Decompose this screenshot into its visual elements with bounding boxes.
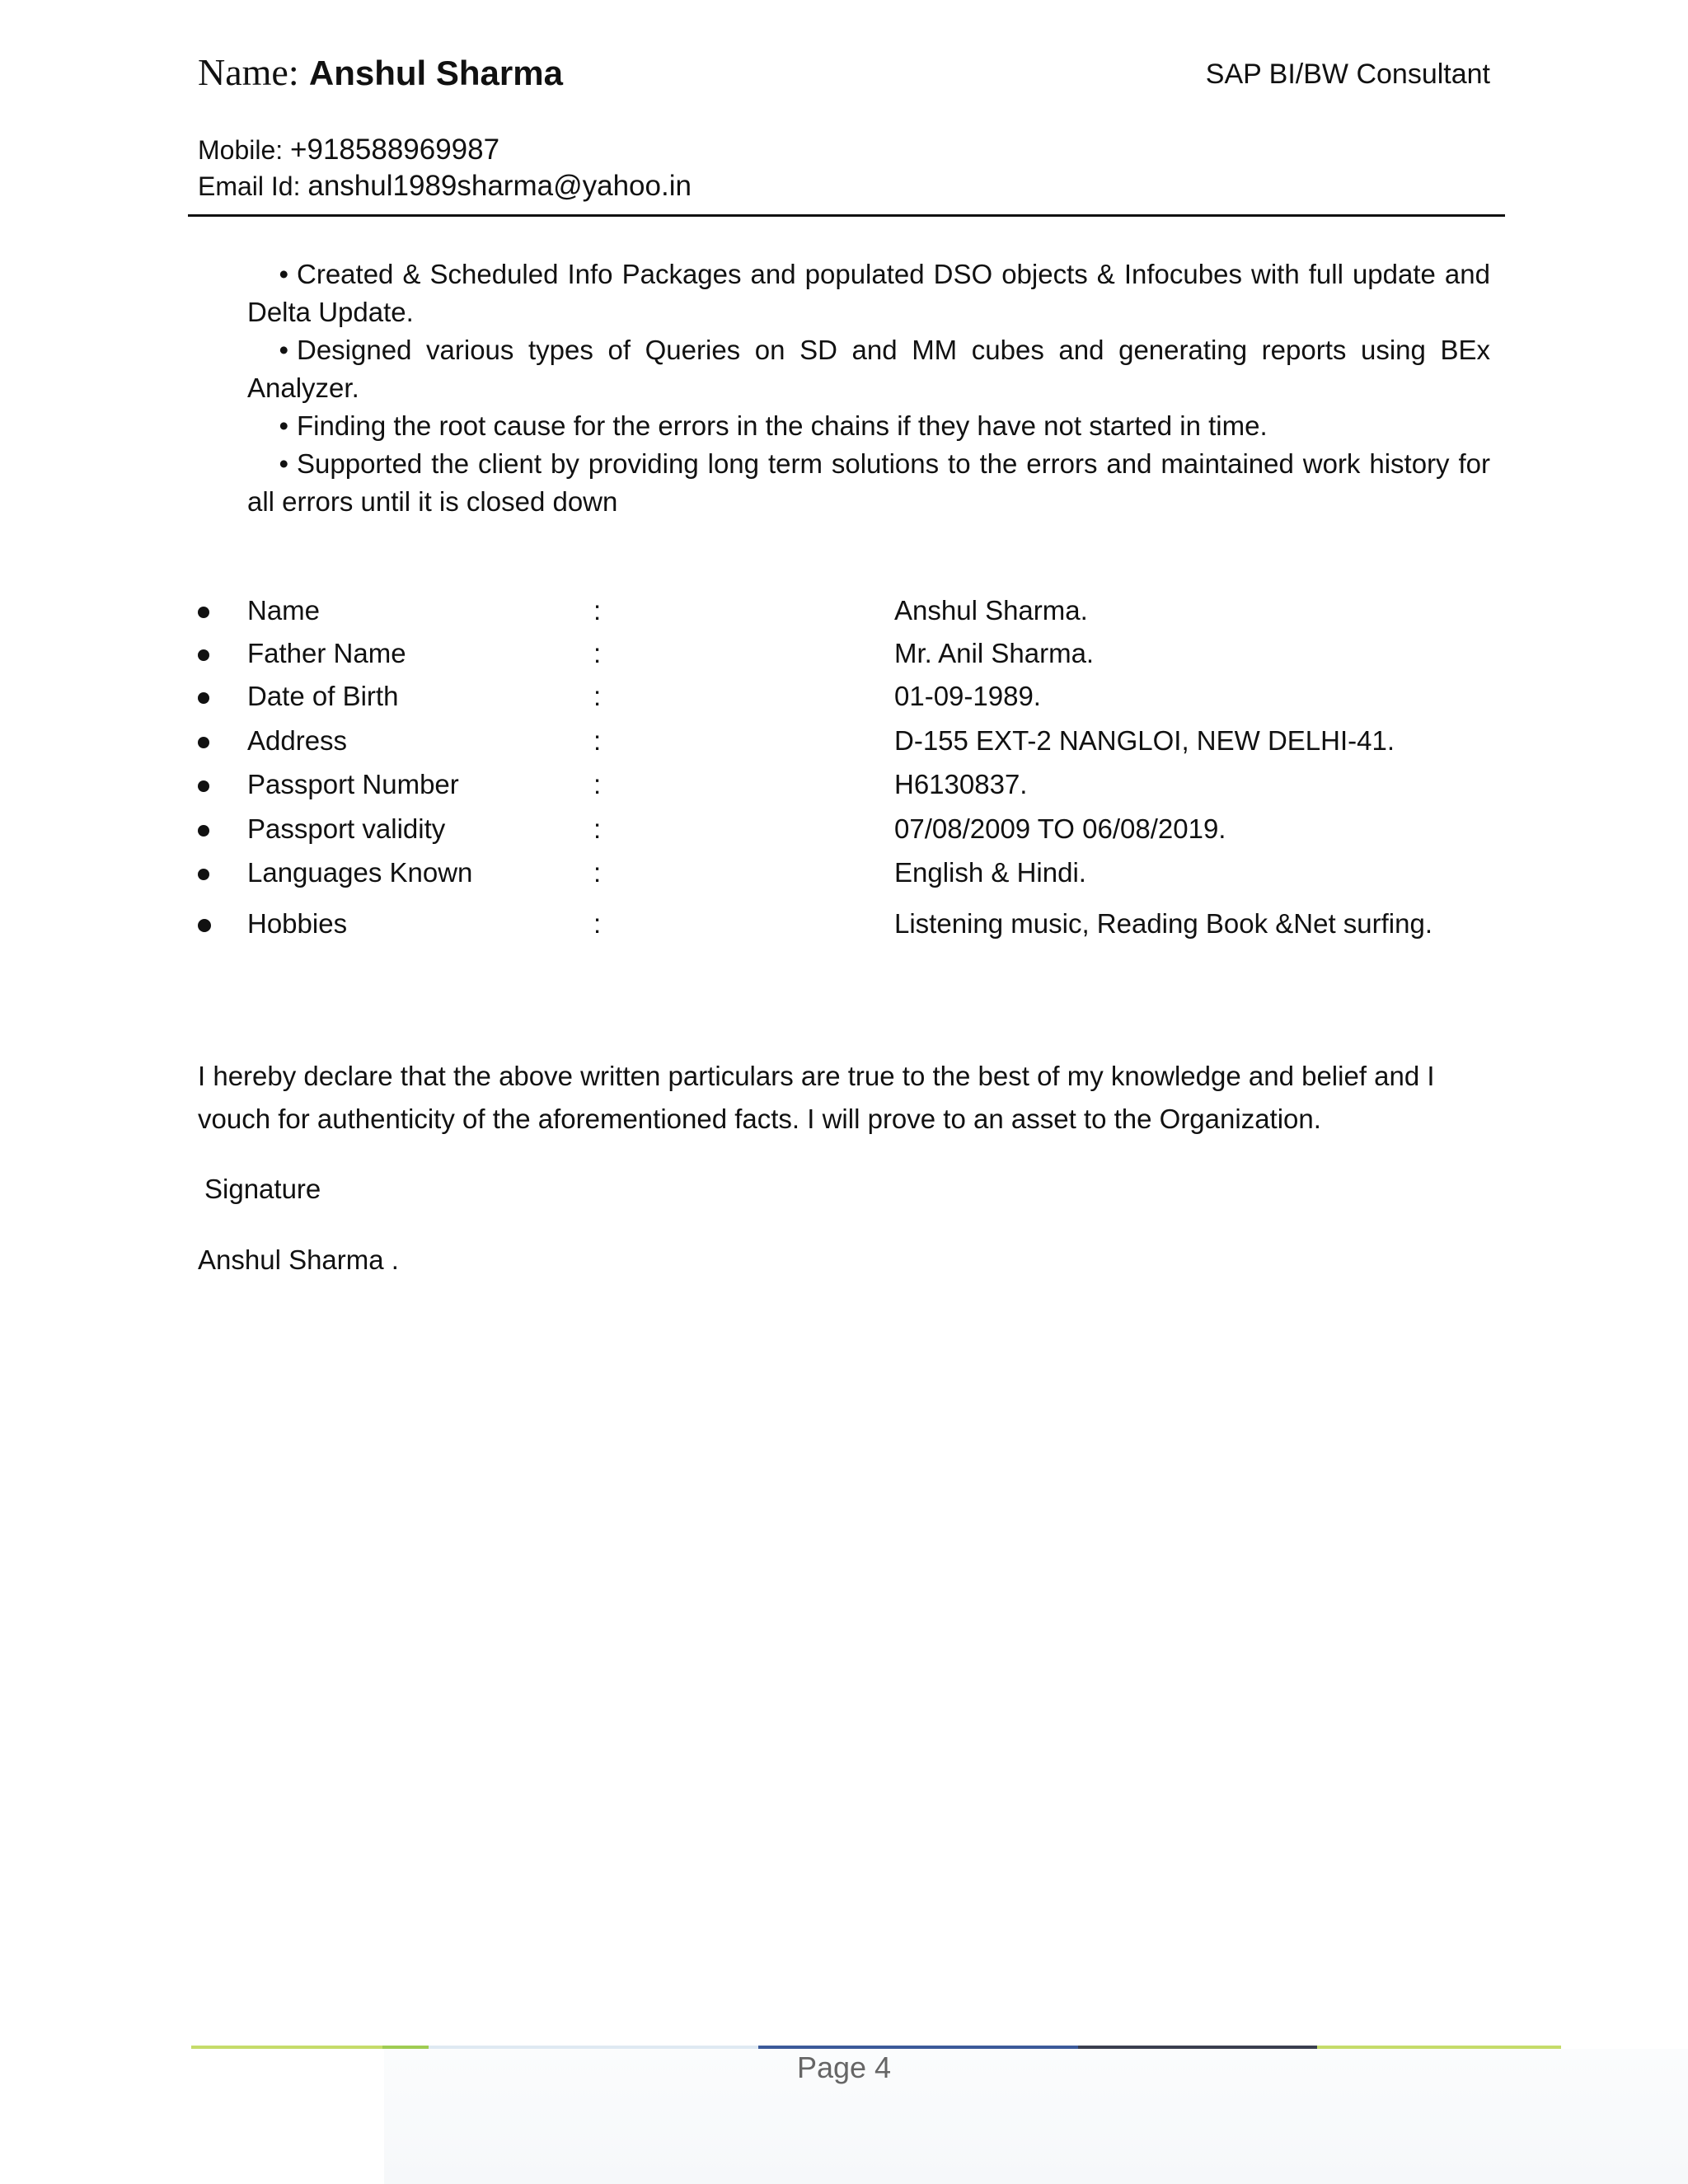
detail-value: Listening music, Reading Book &Net surfing. <box>894 908 1433 939</box>
header-name <box>198 51 563 95</box>
detail-separator: : <box>593 857 602 888</box>
bullet-icon: • <box>279 448 288 479</box>
bullet-icon <box>198 919 211 932</box>
responsibility-item: • Finding the root cause for the errors in the chains if they have not started in time. <box>247 407 1490 445</box>
bullet-icon <box>198 869 209 880</box>
bullet-icon <box>198 692 209 704</box>
header-mobile <box>198 134 499 166</box>
bullet-icon <box>198 737 209 748</box>
detail-value: H6130837. <box>894 769 1028 799</box>
mobile-value: +918588969987 <box>290 134 500 166</box>
detail-separator: : <box>593 725 602 756</box>
detail-key: Languages Known <box>247 857 473 888</box>
email-value: anshul1989sharma@yahoo.in <box>307 170 692 202</box>
bullet-icon <box>198 825 209 837</box>
detail-separator: : <box>593 769 602 799</box>
detail-value: English & Hindi. <box>894 857 1086 888</box>
detail-separator: : <box>593 638 602 668</box>
responsibility-item: • Designed various types of Queries on SD and MM cubes and generating reports using BEx Analyzer. <box>247 331 1490 407</box>
detail-value: Anshul Sharma. <box>894 595 1088 626</box>
detail-key: Father Name <box>247 638 406 668</box>
name-label: Name: <box>198 51 299 93</box>
detail-value: 01-09-1989. <box>894 681 1041 711</box>
declaration-text: I hereby declare that the above written particulars are true to the best of my knowledge and belief and I vouch for authenticity of the aforementioned facts. I will prove to an asset to the Organization. <box>198 1061 1435 1134</box>
responsibility-item: • Created & Scheduled Info Packages and populated DSO objects & Infocubes with full update and Delta Update. <box>247 255 1490 331</box>
bullet-icon: • <box>279 410 288 441</box>
signature-name: Anshul Sharma . <box>198 1244 399 1275</box>
detail-value: D-155 EXT-2 NANGLOI, NEW DELHI-41. <box>894 725 1395 756</box>
header-role: SAP BI/BW Consultant <box>1205 59 1490 90</box>
email-label: Email Id: <box>198 171 301 201</box>
bullet-icon: • <box>279 259 288 289</box>
responsibilities-list <box>247 255 1490 521</box>
name-value: Anshul Sharma <box>308 54 563 92</box>
bullet-icon <box>198 607 209 618</box>
responsibility-item: • Supported the client by providing long term solutions to the errors and maintained work history for all errors until it is closed down <box>247 445 1490 521</box>
bullet-icon <box>198 649 209 661</box>
header-divider <box>188 214 1505 217</box>
detail-separator: : <box>593 595 602 626</box>
detail-value: Mr. Anil Sharma. <box>894 638 1095 668</box>
bullet-icon <box>198 780 209 792</box>
mobile-label: Mobile: <box>198 135 284 165</box>
detail-separator: : <box>593 908 602 939</box>
header-email <box>198 170 692 203</box>
detail-separator: : <box>593 813 602 844</box>
detail-key: Hobbies <box>247 908 348 939</box>
detail-key: Passport validity <box>247 813 446 844</box>
signature-label: Signature <box>204 1174 321 1204</box>
bullet-icon: • <box>279 335 288 365</box>
detail-value: 07/08/2009 TO 06/08/2019. <box>894 813 1226 844</box>
detail-separator: : <box>593 681 602 711</box>
detail-key: Address <box>247 725 348 756</box>
detail-key: Date of Birth <box>247 681 399 711</box>
page-number: Page 4 <box>796 2050 892 2084</box>
detail-key: Name <box>247 595 321 626</box>
detail-key: Passport Number <box>247 769 459 799</box>
